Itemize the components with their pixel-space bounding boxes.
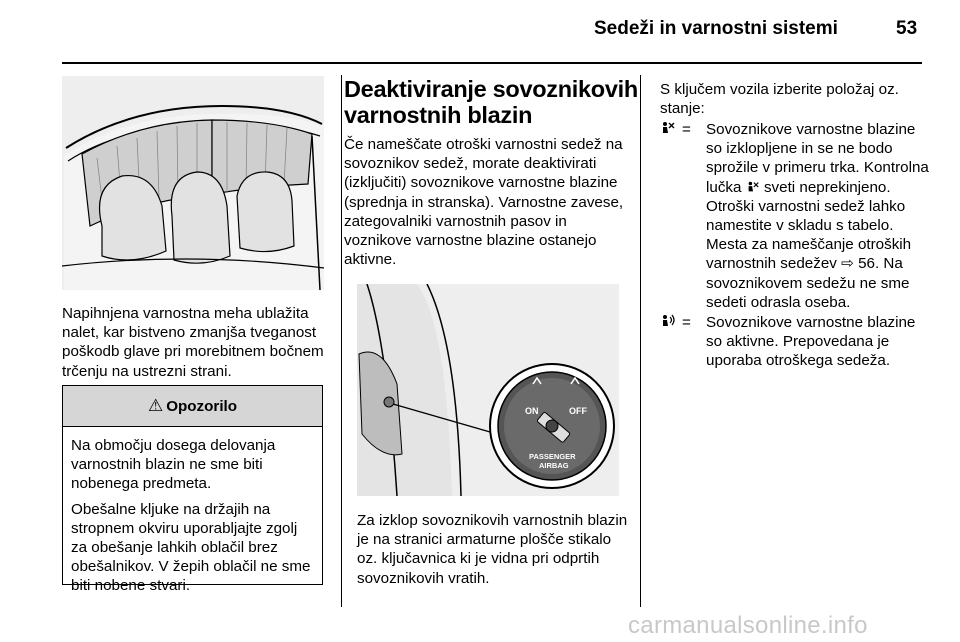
- airbag-on-icon: [660, 313, 678, 334]
- column-divider-1: [341, 75, 342, 607]
- page-number: 53: [896, 18, 918, 39]
- warning-paragraph-2: Obešalne kljuke na držajih na stropnem okviru uporabljajte zgolj za obešanje lahkih oblačil brez obešalnikov. V žepih oblačil ne sme biti nobene stvari.: [71, 500, 311, 595]
- warning-header: [63, 386, 322, 427]
- switch-label-passenger: PASSENGER: [529, 452, 576, 461]
- switch-label-on: ON: [525, 406, 539, 416]
- curtain-airbag-illustration: [62, 76, 324, 290]
- warning-paragraph-1: Na območju dosega delovanja varnostnih blazin ne sme biti nobenega predmeta.: [71, 437, 276, 493]
- running-header-title: Sedeži in varnostni sistemi: [594, 18, 838, 39]
- airbag-switch-illustration: [357, 284, 619, 496]
- switch-caption: Za izklop sovoznikovih varnostnih blazin je na stranici armaturne plošče stikalo oz. ključavnica ki je vidna pri odprtih sovoznikovih vratih.: [357, 512, 628, 587]
- switch-label-airbag: AIRBAG: [539, 461, 569, 470]
- switch-label-off: OFF: [569, 406, 587, 416]
- state-equals: =: [682, 314, 691, 331]
- state-intro: S ključem vozila izberite položaj oz. stanje:: [660, 81, 899, 118]
- state-off-description-2: sveti neprekinjeno. Otroški varnostni sedež lahko namestite v skladu s tabelo. Mesta za nameščanje otroških varnostnih sedežev: [706, 178, 912, 273]
- state-on-description: Sovoznikove varnostne blazine so aktivne. Prepovedana je uporaba otroškega sedeža.: [706, 314, 916, 370]
- section-body: Če nameščate otroški varnostni sedež na sovoznikov sedež, morate deaktivirati (izklјučiti) sovoznikove varnostne blazine (sprednja in stranska). Varnostne zavese, zategovalniki varnostnih pasov in voznikove varnostne blazine ostanejo aktivne.: [344, 136, 624, 269]
- page-reference-icon: ⇨: [841, 255, 854, 273]
- airbag-off-indicator-icon: [746, 179, 760, 196]
- watermark: carmanualsonline.info: [628, 612, 868, 639]
- warning-box: [62, 385, 323, 595]
- airbag-caption: Napihnjena varnostna meha ublažita nalet, kar bistveno zmanjša tveganost poškodb glave pri morebitnem bočnem trčenju na ustrezni strani.: [62, 305, 324, 380]
- state-equals: =: [682, 121, 691, 138]
- column-divider-2: [640, 75, 641, 607]
- state-off-description-1: Sovoznikove varnostne blazine so izklopljene in se ne bodo sprožile v primeru trka. Kontrolna lučka: [706, 121, 929, 196]
- header-rule: [62, 62, 922, 64]
- airbag-off-icon: [660, 120, 678, 141]
- warning-title: Opozorilo: [166, 397, 238, 415]
- warning-triangle-icon: ⚠: [147, 396, 164, 415]
- state-off-description-3: 56. Na sovoznikovem sedežu ne sme sedeti odrasla oseba.: [706, 255, 910, 311]
- section-heading: Deaktiviranje sovoznikovih varnostnih blazin: [344, 76, 638, 128]
